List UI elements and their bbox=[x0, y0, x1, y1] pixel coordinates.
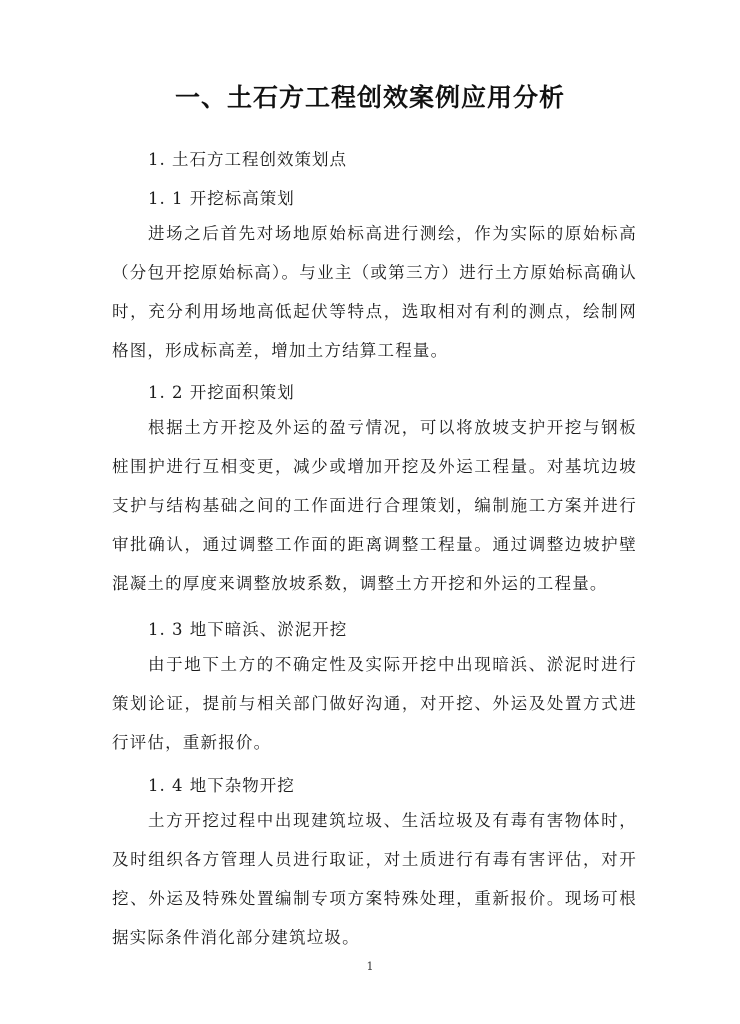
document-title: 一、土石方工程创效案例应用分析 bbox=[174, 83, 565, 112]
page-number: 1 bbox=[366, 960, 374, 973]
subsection-heading-1-4: 1. 4 地下杂物开挖 bbox=[148, 776, 295, 795]
paragraph-1-1: 进场之后首先对场地原始标高进行测绘，作为实际的原始标高（分包开挖原始标高）。与业主（或第三方）进行土方原始标高确认时，充分利用场地高低起伏等特点，选取相对有利的测点，绘制网格图，形成标高差，增加土方结算工程量。 bbox=[112, 224, 637, 360]
subsection-heading-1-1: 1. 1 开挖标高策划 bbox=[148, 189, 295, 208]
paragraph-1-3: 由于地下土方的不确定性及实际开挖中出现暗浜、淤泥时进行策划论证，提前与相关部门做好沟通，对开挖、外运及处置方式进行评估，重新报价。 bbox=[112, 655, 637, 752]
subsection-heading-1-3: 1. 3 地下暗浜、淤泥开挖 bbox=[148, 620, 348, 639]
paragraph-1-2: 根据土方开挖及外运的盈亏情况，可以将放坡支护开挖与钢板桩围护进行互相变更，减少或增加开挖及外运工程量。对基坑边坡支护与结构基础之间的工作面进行合理策划，编制施工方案并进行审批确认，通过调整工作面的距离调整工程量。通过调整边坡护壁混凝土的厚度来调整放坡系数，调整土方开挖和外运的工程量。 bbox=[112, 418, 637, 593]
paragraph-1-4: 土方开挖过程中出现建筑垃圾、生活垃圾及有毒有害物体时，及时组织各方管理人员进行取证，对土质进行有毒有害评估，对开挖、外运及特殊处置编制专项方案特殊处理，重新报价。现场可根据实际条件消化部分建筑垃圾。 bbox=[112, 811, 637, 947]
subsection-heading-1-2: 1. 2 开挖面积策划 bbox=[148, 383, 295, 402]
section-heading: 1. 土石方工程创效策划点 bbox=[148, 150, 347, 169]
